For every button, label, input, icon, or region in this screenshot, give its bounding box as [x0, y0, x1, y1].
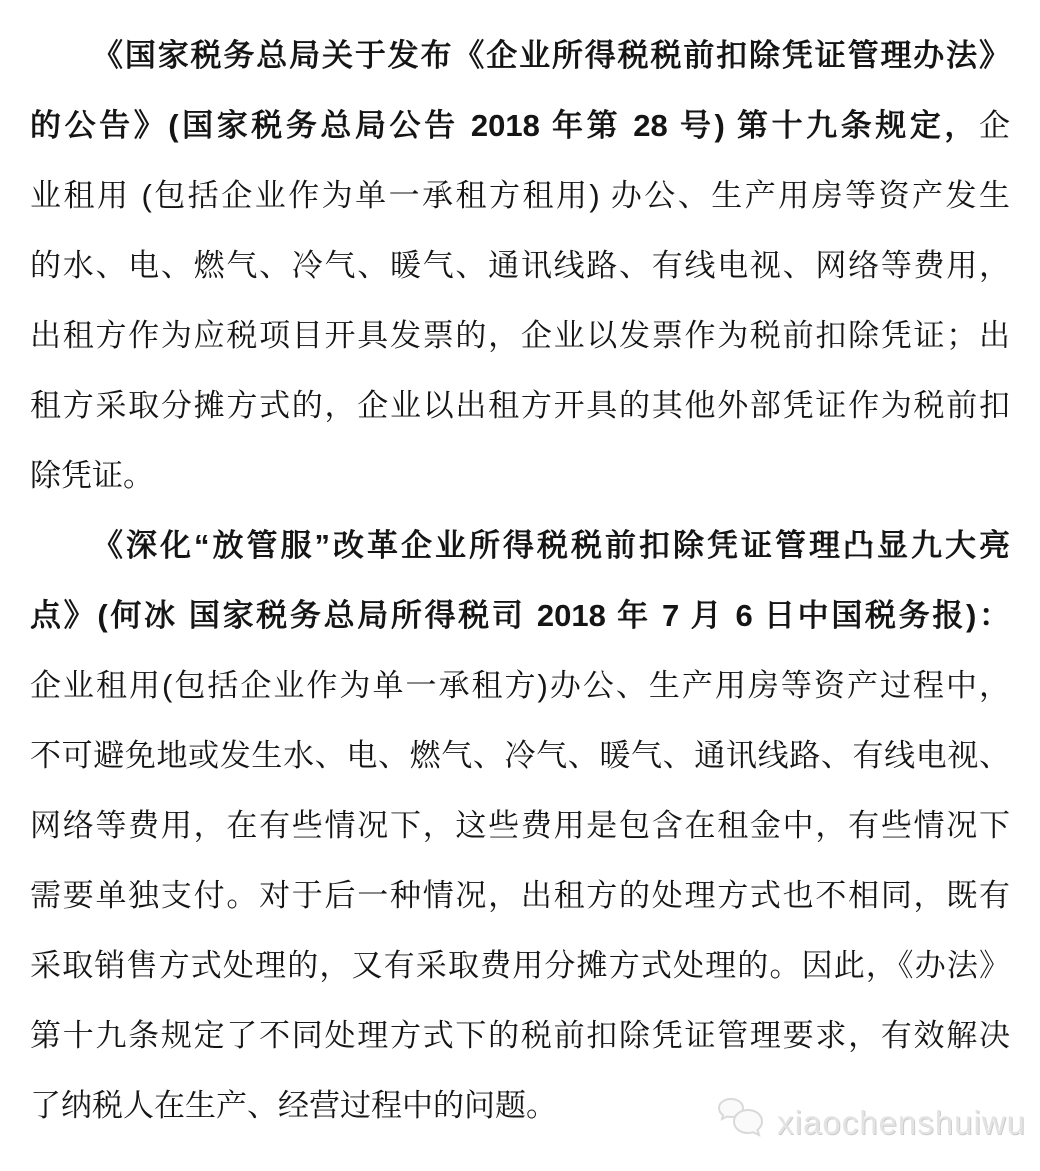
- text-line: [30, 861, 1010, 931]
- bold-text-run: 《国家税务总局关于发布《企业所得税税前扣除凭证管理办法》: [92, 38, 1010, 73]
- text-run: 了纳税人在生产、经营过程中的问题。: [30, 1088, 557, 1123]
- bold-text-run: 的公告》(国家税务总局公告 2018 年第 28 号) 第十九条规定，: [30, 108, 979, 143]
- text-line: [30, 931, 1010, 1001]
- watermark-text: xiaochenshuiwu: [777, 1103, 1026, 1141]
- text-line: [30, 1001, 1010, 1071]
- text-run: 采取销售方式处理的，又有采取费用分摊方式处理的。因此，《办法》: [30, 948, 1010, 983]
- text-line: [30, 441, 1010, 511]
- text-run: 的水、电、燃气、冷气、暖气、通讯线路、有线电视、网络等费用，: [30, 248, 1010, 283]
- text-run: 除凭证。: [30, 458, 154, 493]
- document-body: [30, 21, 1010, 1141]
- bold-text-run: 《深化“放管服”改革企业所得税税前扣除凭证管理凸显九大亮: [92, 528, 1010, 563]
- text-line: [30, 511, 1010, 581]
- text-line: [30, 231, 1010, 301]
- text-run: 企业租用(包括企业作为单一承租方)办公、生产用房等资产过程中，: [30, 668, 1010, 703]
- text-run: 租方采取分摊方式的，企业以出租方开具的其他外部凭证作为税前扣: [30, 388, 1010, 423]
- text-line: [30, 161, 1010, 231]
- text-line: [30, 371, 1010, 441]
- paragraph: [30, 511, 1010, 1141]
- text-run: 需要单独支付。对于后一种情况，出租方的处理方式也不相同，既有: [30, 878, 1010, 913]
- text-line: [30, 21, 1010, 91]
- text-run: 企: [979, 108, 1010, 143]
- text-run: 不可避免地或发生水、电、燃气、冷气、暖气、通讯线路、有线电视、: [30, 738, 1010, 773]
- text-line: [30, 91, 1010, 161]
- text-line: [30, 301, 1010, 371]
- text-line: [30, 791, 1010, 861]
- text-line: [30, 721, 1010, 791]
- watermark: [717, 1096, 1026, 1149]
- text-run: 第十九条规定了不同处理方式下的税前扣除凭证管理要求，有效解决: [30, 1018, 1010, 1053]
- text-line: [30, 651, 1010, 721]
- text-run: 网络等费用，在有些情况下，这些费用是包含在租金中，有些情况下: [30, 808, 1010, 843]
- text-line: [30, 581, 1010, 651]
- chat-bubbles-icon: [717, 1096, 769, 1149]
- text-run: 业租用 (包括企业作为单一承租方租用) 办公、生产用房等资产发生: [30, 178, 1010, 213]
- paragraph: [30, 21, 1010, 511]
- bold-text-run: 点》(何冰 国家税务总局所得税司 2018 年 7 月 6 日中国税务报)：: [30, 598, 1010, 633]
- text-run: 出租方作为应税项目开具发票的，企业以发票作为税前扣除凭证；出: [30, 318, 1010, 353]
